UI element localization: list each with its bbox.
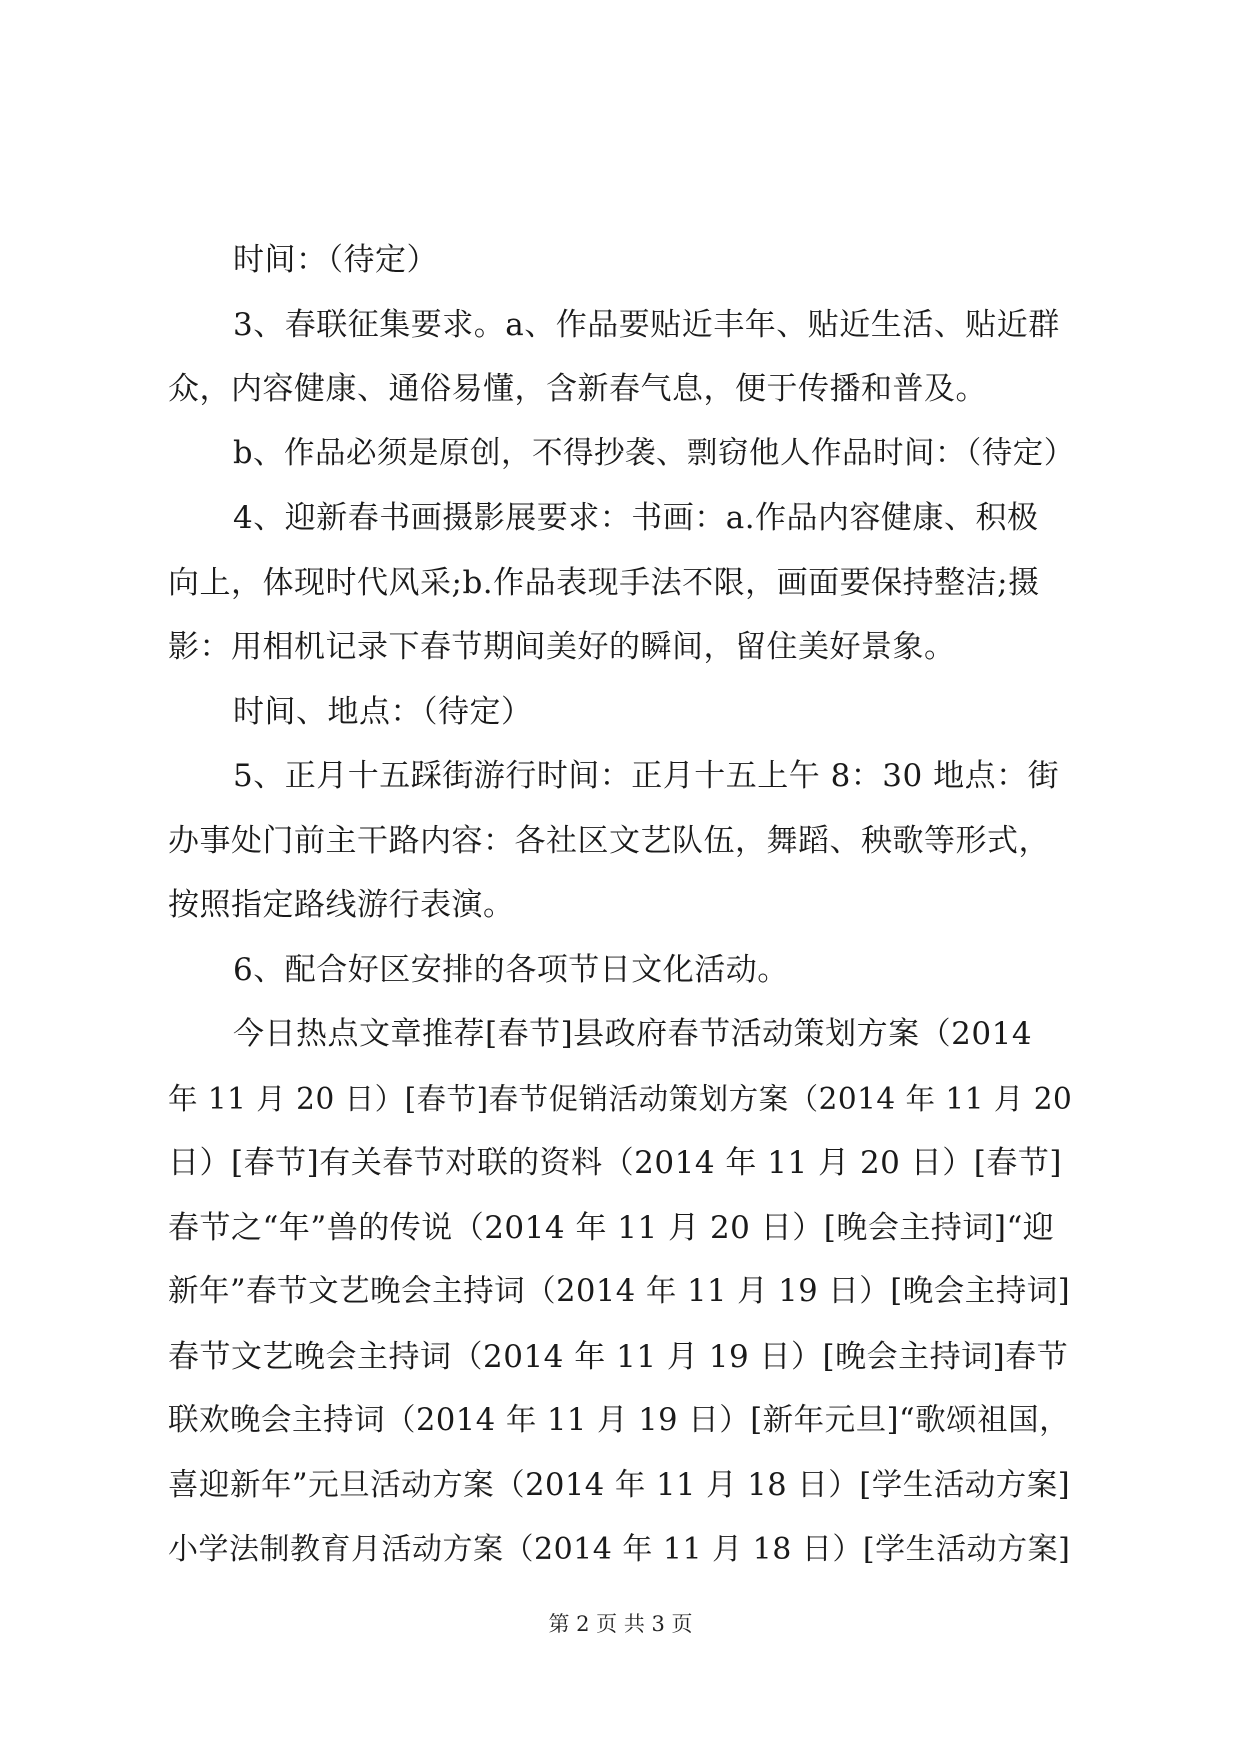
text-line: b、作品必须是原创，不得抄袭、剽窃他人作品时间：（待定） xyxy=(233,435,1075,471)
text-line: 日）[春节]有关春节对联的资料（2014 年 11 月 20 日）[春节] xyxy=(168,1145,1062,1181)
text-line: 联欢晚会主持词（2014 年 11 月 19 日）[新年元旦]“歌颂祖国， xyxy=(168,1403,1071,1438)
text-line: 5、正月十五踩街游行时间：正月十五上午 8：30 地点：街 xyxy=(233,758,1060,794)
text-line: 新年”春节文艺晚会主持词（2014 年 11 月 19 日）[晚会主持词] xyxy=(168,1274,1071,1309)
text-line: 春节之“年”兽的传说（2014 年 11 月 20 日）[晚会主持词]“迎 xyxy=(168,1209,1055,1246)
text-line: 喜迎新年”元旦活动方案（2014 年 11 月 18 日）[学生活动方案] xyxy=(168,1467,1071,1503)
text-line: 今日热点文章推荐[春节]县政府春节活动策划方案（2014 xyxy=(233,1016,1033,1052)
text-line: 春节文艺晚会主持词（2014 年 11 月 19 日）[晚会主持词]春节 xyxy=(168,1338,1069,1375)
text-line: 时间：（待定） xyxy=(233,242,438,278)
text-line: 时间、地点：（待定） xyxy=(233,693,533,730)
text-line: 年 11 月 20 日）[春节]春节促销活动策划方案（2014 年 11 月 20 xyxy=(168,1081,1073,1116)
text-line: 众，内容健康、通俗易懂，含新春气息，便于传播和普及。 xyxy=(168,371,987,407)
text-line: 3、春联征集要求。a、作品要贴近丰年、贴近生活、贴近群 xyxy=(233,306,1060,343)
text-line: 按照指定路线游行表演。 xyxy=(168,887,515,923)
text-line: 影：用相机记录下春节期间美好的瞬间，留住美好景象。 xyxy=(168,629,956,665)
text-line: 4、迎新春书画摄影展要求：书画：a.作品内容健康、积极 xyxy=(233,500,1039,536)
text-line: 向上，体现时代风采;b.作品表现手法不限，画面要保持整洁;摄 xyxy=(168,564,1040,601)
text-line: 6、配合好区安排的各项节日文化活动。 xyxy=(233,951,789,988)
page-number-footer: 第 2 页 共 3 页 xyxy=(548,1612,693,1636)
text-line: 小学法制教育月活动方案（2014 年 11 月 18 日）[学生活动方案] xyxy=(168,1532,1071,1567)
document-body xyxy=(168,228,1081,1583)
text-line: 办事处门前主干路内容：各社区文艺队伍，舞蹈、秧歌等形式， xyxy=(168,822,1050,859)
